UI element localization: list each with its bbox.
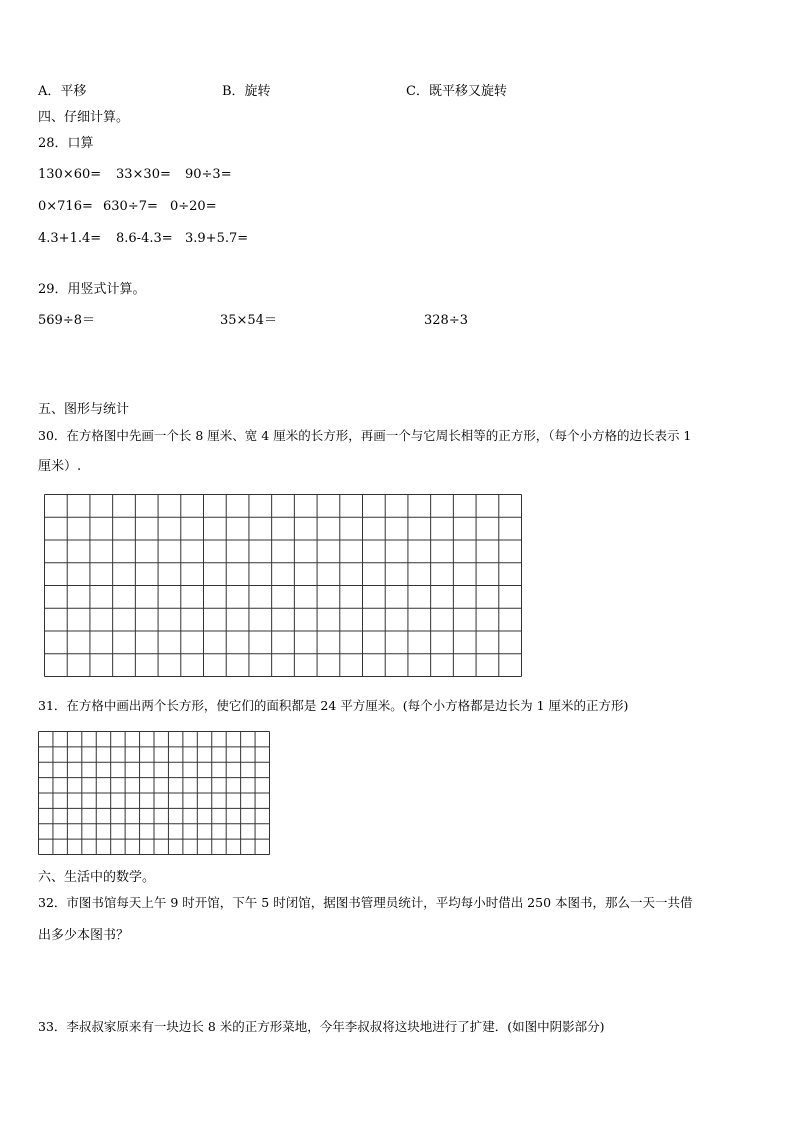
calc-item: 8.6-4.3=	[116, 231, 173, 246]
calc-item: 3.9+5.7=	[185, 231, 249, 246]
calc-item: 0÷20=	[170, 199, 217, 214]
calc-item: 630÷7=	[103, 199, 158, 214]
q32-text-line2: 出多少本图书？	[38, 928, 130, 943]
q31-text: 31．在方格中画出两个长方形，使它们的面积都是 24 平方厘米。(每个小方格都是边长为 1 厘米的正方形)	[38, 698, 629, 713]
option-a: A．平移	[38, 84, 87, 99]
q30-text-line1: 30．在方格图中先画一个长 8 厘米、宽 4 厘米的长方形，再画一个与它周长相等的正方形，（每个小方格的边长表示 1	[38, 428, 692, 443]
calc-item: 130×60=	[38, 167, 102, 182]
calc-item: 33×30=	[116, 167, 171, 182]
q28-title: 28．口算	[38, 136, 94, 151]
q31-grid	[38, 731, 270, 855]
section5-title: 五、图形与统计	[38, 402, 130, 417]
vertical-calc-item: 35×54＝	[220, 313, 277, 328]
section4-title: 四、仔细计算。	[38, 110, 130, 125]
q32-text-line1: 32．市图书馆每天上午 9 时开馆，下午 5 时闭馆，据图书管理员统计，平均每小时借出 250 本图书，那么一天一共借	[38, 895, 693, 910]
calc-item: 4.3+1.4=	[38, 231, 102, 246]
vertical-calc-item: 328÷3	[424, 313, 468, 328]
q30-text-line2: 厘米）.	[38, 459, 82, 474]
vertical-calc-item: 569÷8＝	[38, 313, 95, 328]
calc-item: 0×716=	[38, 199, 93, 214]
option-b: B．旋转	[222, 84, 271, 99]
calc-item: 90÷3=	[185, 167, 232, 182]
option-c: C．既平移又旋转	[406, 84, 507, 99]
q33-text: 33．李叔叔家原来有一块边长 8 米的正方形菜地，今年李叔叔将这块地进行了扩建．(如图中阴影部分)	[38, 1019, 605, 1034]
section6-title: 六、生活中的数学。	[38, 870, 156, 885]
q30-grid	[44, 494, 522, 677]
q29-title: 29．用竖式计算。	[38, 282, 146, 297]
